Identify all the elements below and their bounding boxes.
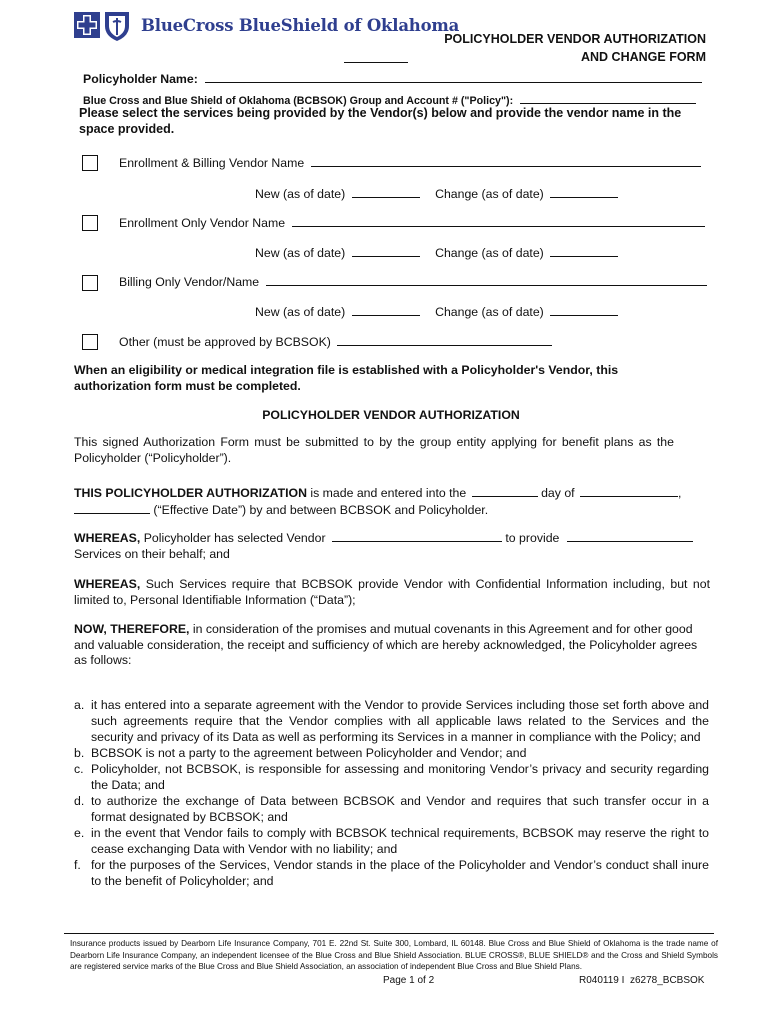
intro-paragraph: This signed Authorization Form must be submitted to by the group entity applying for benefit plans as the Policyholder (“Policyholder”). — [74, 435, 674, 465]
authorization-month-field[interactable] — [580, 485, 678, 497]
other-vendor-field[interactable] — [337, 334, 552, 346]
billing-only-dates — [255, 304, 618, 319]
change-date-field[interactable] — [550, 186, 618, 198]
now-therefore-paragraph — [74, 622, 710, 669]
services-field[interactable] — [567, 530, 693, 542]
policyholder-name-field[interactable] — [205, 71, 702, 83]
authorization-day-of: day of — [537, 486, 575, 500]
whereas-1-text: Policyholder has selected Vendor — [140, 531, 326, 545]
group-account-label: Blue Cross and Blue Shield of Oklahoma (BCBSOK) Group and Account # ("Policy"): — [83, 95, 514, 107]
footer-divider — [64, 933, 714, 934]
enrollment-billing-checkbox[interactable] — [82, 155, 98, 171]
integration-notice: When an eligibility or medical integration file is established with a Policyholder's Vendor, this authorization form must be completed. — [74, 363, 619, 393]
enrollment-only-vendor-field[interactable] — [292, 215, 705, 227]
new-date-field[interactable] — [352, 245, 420, 257]
authorization-day-field[interactable] — [472, 485, 538, 497]
form-title-line-2: AND CHANGE FORM — [581, 50, 706, 64]
logo-text: BlueCross BlueShield of Oklahoma — [141, 15, 460, 35]
change-date-label: Change (as of date) — [435, 305, 544, 319]
change-date-label: Change (as of date) — [435, 246, 544, 260]
list-item: f. for the purposes of the Services, Vendor stands in the place of the Policyholder and Vendor’s conduct shall inure to the benefit of Policyholder; and — [74, 858, 709, 888]
whereas-1-lead: WHEREAS, — [74, 531, 141, 545]
group-account-field[interactable] — [520, 92, 696, 104]
new-date-label: New (as of date) — [255, 246, 346, 260]
other-label: Other (must be approved by BCBSOK) — [119, 335, 331, 349]
policyholder-name-label: Policyholder Name: — [83, 72, 198, 86]
form-title — [444, 30, 706, 66]
enrollment-billing-row — [119, 155, 701, 170]
form-code: R040119 I z6278_BCBSOK — [579, 975, 705, 986]
instructions-text: Please select the services being provided by the Vendor(s) below and provide the vendor name in the space provided. — [79, 106, 682, 136]
policyholder-name-row — [83, 71, 703, 86]
whereas-2-lead: WHEREAS, — [74, 577, 141, 591]
list-item: e. in the event that Vendor fails to comply with BCBSOK technical requirements, BCBSOK may reserve the right to cease exchanging Data with Vendor with no liability; and — [74, 826, 709, 856]
agreement-items — [74, 697, 709, 889]
enrollment-only-label: Enrollment Only Vendor Name — [119, 216, 286, 230]
form-title-line-1: POLICYHOLDER VENDOR AUTHORIZATION — [444, 32, 706, 46]
list-item: b. BCBSOK is not a party to the agreement between Policyholder and Vendor; and — [74, 746, 527, 760]
enrollment-billing-vendor-field[interactable] — [311, 155, 701, 167]
whereas-1-to-provide: to provide — [501, 531, 560, 545]
change-date-field[interactable] — [550, 304, 618, 316]
whereas-2-text: Such Services require that BCBSOK provide Vendor with Confidential Information including, but not limited to, Personal Identifiable Information (“Data”); — [74, 577, 710, 607]
new-date-field[interactable] — [352, 304, 420, 316]
now-therefore-text: in consideration of the promises and mutual covenants in this Agreement and for other good and valuable consideration, the receipt and sufficiency of which are hereby acknowledged, the Policyholder agrees as follows: — [74, 622, 698, 667]
enrollment-only-checkbox[interactable] — [82, 215, 98, 231]
billing-only-vendor-field[interactable] — [266, 274, 707, 286]
new-date-label: New (as of date) — [255, 187, 346, 201]
whereas-vendor-paragraph — [74, 530, 710, 562]
whereas-1-text-2: Services on their behalf; and — [74, 546, 230, 561]
change-date-label: Change (as of date) — [435, 187, 544, 201]
section-title: POLICYHOLDER VENDOR AUTHORIZATION — [262, 408, 520, 422]
whereas-data-paragraph — [74, 577, 710, 608]
now-therefore-lead: NOW, THEREFORE, — [74, 622, 190, 636]
authorization-text-2: (“Effective Date”) by and between BCBSOK and Policyholder. — [153, 502, 489, 517]
enrollment-only-row — [119, 215, 705, 230]
enrollment-billing-dates — [255, 186, 618, 201]
header-divider — [344, 62, 408, 63]
new-date-field[interactable] — [352, 186, 420, 198]
list-item: a. it has entered into a separate agreement with the Vendor to provide Services including those set forth above and such agreements require that the Vendor complies with all applicable laws related to the Services and the security and privacy of its Data as well as performing its Services in a manner in compliance with the Policy; and — [74, 698, 709, 744]
authorization-text-1: is made and entered into the — [306, 486, 467, 500]
authorization-year-field[interactable] — [74, 502, 150, 514]
list-item: c. Policyholder, not BCBSOK, is responsible for assessing and monitoring Vendor’s privacy and security regarding the Data; and — [74, 762, 709, 792]
billing-only-row — [119, 274, 707, 289]
change-date-field[interactable] — [550, 245, 618, 257]
footer-disclaimer: Insurance products issued by Dearborn Life Insurance Company, 701 E. 22nd St. Suite 300, Lombard, IL 60148. Blue Cross and Blue Shield of Oklahoma is the trade name of Dearborn Life Insurance Company, an independent licensee of the Blue Cross and Blue Shield Association. BLUE CROSS®, BLUE SHIELD® and the Cross and Shield Symbols are registered service marks of the Blue Cross and Blue Shield Association, an association of independent Blue Cross and Blue Shield Plans. — [70, 939, 718, 971]
vendor-name-field[interactable] — [332, 530, 502, 542]
company-logo — [73, 8, 459, 42]
enrollment-only-dates — [255, 245, 618, 260]
authorization-lead: THIS POLICYHOLDER AUTHORIZATION — [74, 486, 307, 500]
enrollment-billing-label: Enrollment & Billing Vendor Name — [119, 156, 305, 170]
other-row — [119, 334, 552, 349]
authorization-paragraph: THIS POLICYHOLDER AUTHORIZATION is made and entered into the day of , (“Effective Date”) by and between BCBSOK and Policyholder. — [74, 486, 682, 517]
new-date-label: New (as of date) — [255, 305, 346, 319]
billing-only-checkbox[interactable] — [82, 275, 98, 291]
list-item: d. to authorize the exchange of Data between BCBSOK and Vendor and requires that such transfer occur in a format designated by BCBSOK; and — [74, 794, 709, 824]
other-checkbox[interactable] — [82, 334, 98, 350]
cross-shield-logo-icon — [73, 8, 133, 42]
group-account-row — [83, 92, 703, 107]
page-number: Page 1 of 2 — [383, 975, 435, 986]
billing-only-label: Billing Only Vendor/Name — [119, 275, 260, 289]
